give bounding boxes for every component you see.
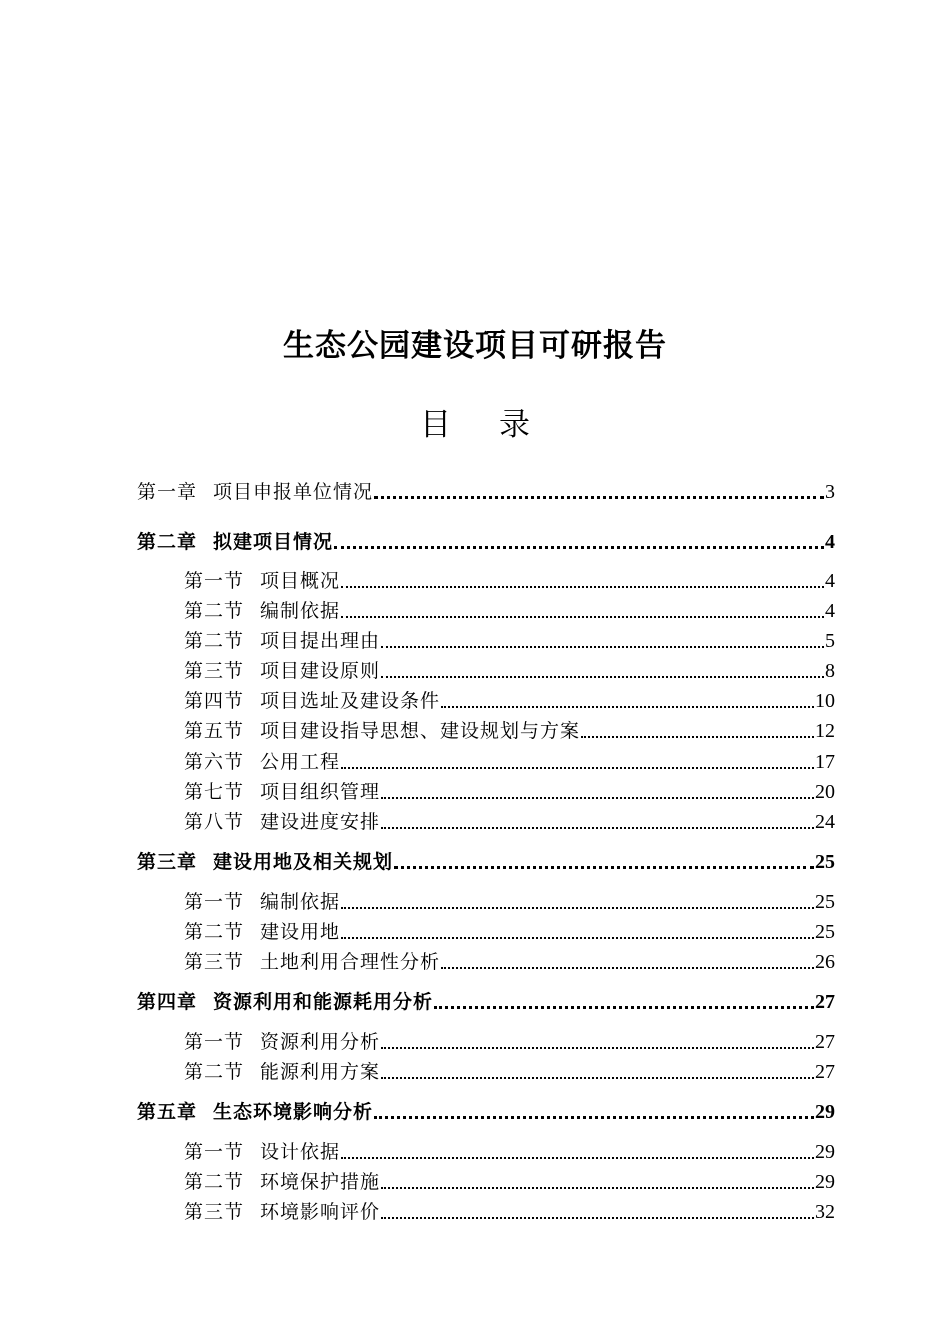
toc-entry-section[interactable] [184, 1028, 835, 1054]
dot-leader [381, 1046, 814, 1049]
toc-entry-title: 设计依据 [260, 1141, 341, 1163]
toc-entry-section[interactable] [184, 778, 835, 804]
toc-entry-section[interactable] [184, 808, 835, 834]
toc-entry-chapter[interactable] [137, 1098, 835, 1124]
toc-entry-section[interactable] [184, 597, 835, 623]
toc-entry-page: 10 [815, 690, 835, 712]
toc-entry-title: 项目提出理由 [260, 630, 381, 652]
dot-leader [441, 966, 814, 969]
toc-entry-page: 25 [815, 851, 835, 873]
toc-entry-title: 项目组织管理 [260, 781, 381, 803]
toc-entry-title: 生态环境影响分析 [213, 1101, 374, 1123]
toc-entry-page: 12 [815, 720, 835, 742]
toc-heading-char-2: 录 [499, 407, 530, 443]
toc-entry-chapter[interactable] [137, 478, 835, 504]
toc-entry-number: 第八节 [184, 811, 245, 833]
toc-entry-title: 项目申报单位情况 [213, 481, 374, 503]
toc-entry-number: 第一章 [137, 481, 198, 503]
document-title: 生态公园建设项目可研报告 [283, 328, 667, 364]
toc-heading-char-1: 目 [420, 407, 451, 443]
toc-entry-title: 环境保护措施 [260, 1171, 381, 1193]
toc-entry-chapter[interactable] [137, 848, 835, 874]
toc-entry-title: 资源利用和能源耗用分析 [213, 991, 434, 1013]
toc-entry-page: 26 [815, 951, 835, 973]
toc-entry-number: 第四节 [184, 690, 245, 712]
dot-leader [341, 615, 824, 618]
toc-entry-number: 第一节 [184, 570, 245, 592]
dot-leader [394, 865, 814, 869]
toc-entry-title: 资源利用分析 [260, 1031, 381, 1053]
toc-entry-section[interactable] [184, 1058, 835, 1084]
toc-entry-title: 拟建项目情况 [213, 531, 334, 553]
toc-entry-page: 27 [815, 1031, 835, 1053]
toc-entry-page: 27 [815, 1061, 835, 1083]
toc-entry-page: 8 [825, 660, 835, 682]
toc-entry-chapter[interactable] [137, 528, 835, 554]
toc-entry-title: 建设进度安排 [260, 811, 381, 833]
toc-entry-section[interactable] [184, 948, 835, 974]
toc-entry-number: 第二节 [184, 1171, 245, 1193]
toc-entry-page: 24 [815, 811, 835, 833]
toc-entry-title: 公用工程 [260, 751, 341, 773]
toc-entry-number: 第三节 [184, 660, 245, 682]
toc-entry-number: 第一节 [184, 1141, 245, 1163]
toc-entry-section[interactable] [184, 567, 835, 593]
toc-entry-section[interactable] [184, 1168, 835, 1194]
toc-entry-title: 建设用地及相关规划 [213, 851, 394, 873]
toc-entry-section[interactable] [184, 1198, 835, 1224]
toc-entry-title: 建设用地 [260, 921, 341, 943]
toc-entry-section[interactable] [184, 627, 835, 653]
toc-entry-title: 项目概况 [260, 570, 341, 592]
dot-leader [341, 936, 814, 939]
toc-entry-number: 第二节 [184, 600, 245, 622]
toc-entry-page: 29 [815, 1101, 835, 1123]
toc-entry-page: 29 [815, 1171, 835, 1193]
toc-entry-number: 第三章 [137, 851, 198, 873]
toc-entry-page: 4 [825, 570, 835, 592]
toc-entry-number: 第一节 [184, 1031, 245, 1053]
toc-entry-title: 土地利用合理性分析 [260, 951, 441, 973]
dot-leader [341, 585, 824, 588]
dot-leader [434, 1005, 814, 1009]
toc-entry-number: 第二节 [184, 921, 245, 943]
dot-leader [374, 1115, 814, 1119]
dot-leader [341, 906, 814, 909]
toc-entry-page: 27 [815, 991, 835, 1013]
toc-entry-section[interactable] [184, 717, 835, 743]
dot-leader [381, 796, 814, 799]
toc-entry-number: 第三节 [184, 951, 245, 973]
dot-leader [341, 766, 814, 769]
toc-entry-page: 17 [815, 751, 835, 773]
toc-entry-title: 能源利用方案 [260, 1061, 381, 1083]
toc-entry-title: 编制依据 [260, 891, 341, 913]
toc-entry-page: 5 [825, 630, 835, 652]
toc-entry-section[interactable] [184, 687, 835, 713]
dot-leader [334, 545, 824, 549]
dot-leader [341, 1156, 814, 1159]
toc-entry-page: 25 [815, 921, 835, 943]
toc-entry-number: 第二节 [184, 630, 245, 652]
toc-entry-title: 项目选址及建设条件 [260, 690, 441, 712]
toc-entry-title: 环境影响评价 [260, 1201, 381, 1223]
dot-leader [381, 675, 824, 678]
toc-entry-number: 第三节 [184, 1201, 245, 1223]
toc-entry-section[interactable] [184, 748, 835, 774]
toc-entry-number: 第五章 [137, 1101, 198, 1123]
dot-leader [441, 705, 814, 708]
toc-entry-number: 第七节 [184, 781, 245, 803]
toc-entry-page: 25 [815, 891, 835, 913]
toc-entry-page: 4 [825, 531, 835, 553]
toc-entry-chapter[interactable] [137, 988, 835, 1014]
toc-entry-title: 项目建设原则 [260, 660, 381, 682]
toc-entry-title: 编制依据 [260, 600, 341, 622]
toc-entry-number: 第一节 [184, 891, 245, 913]
dot-leader [381, 826, 814, 829]
toc-entry-number: 第四章 [137, 991, 198, 1013]
toc-entry-number: 第五节 [184, 720, 245, 742]
dot-leader [381, 1216, 814, 1219]
toc-entry-number: 第二章 [137, 531, 198, 553]
toc-entry-section[interactable] [184, 888, 835, 914]
toc-entry-page: 32 [815, 1201, 835, 1223]
toc-entry-page: 29 [815, 1141, 835, 1163]
toc-entry-title: 项目建设指导思想、建设规划与方案 [260, 720, 581, 742]
dot-leader [381, 1186, 814, 1189]
dot-leader [374, 495, 824, 499]
dot-leader [381, 645, 824, 648]
toc-entry-page: 3 [825, 481, 835, 503]
toc-entry-section[interactable] [184, 657, 835, 683]
dot-leader [381, 1076, 814, 1079]
toc-entry-page: 20 [815, 781, 835, 803]
toc-entry-number: 第六节 [184, 751, 245, 773]
toc-entry-section[interactable] [184, 918, 835, 944]
toc-entry-page: 4 [825, 600, 835, 622]
dot-leader [581, 735, 814, 738]
toc-entry-section[interactable] [184, 1138, 835, 1164]
toc-entry-number: 第二节 [184, 1061, 245, 1083]
